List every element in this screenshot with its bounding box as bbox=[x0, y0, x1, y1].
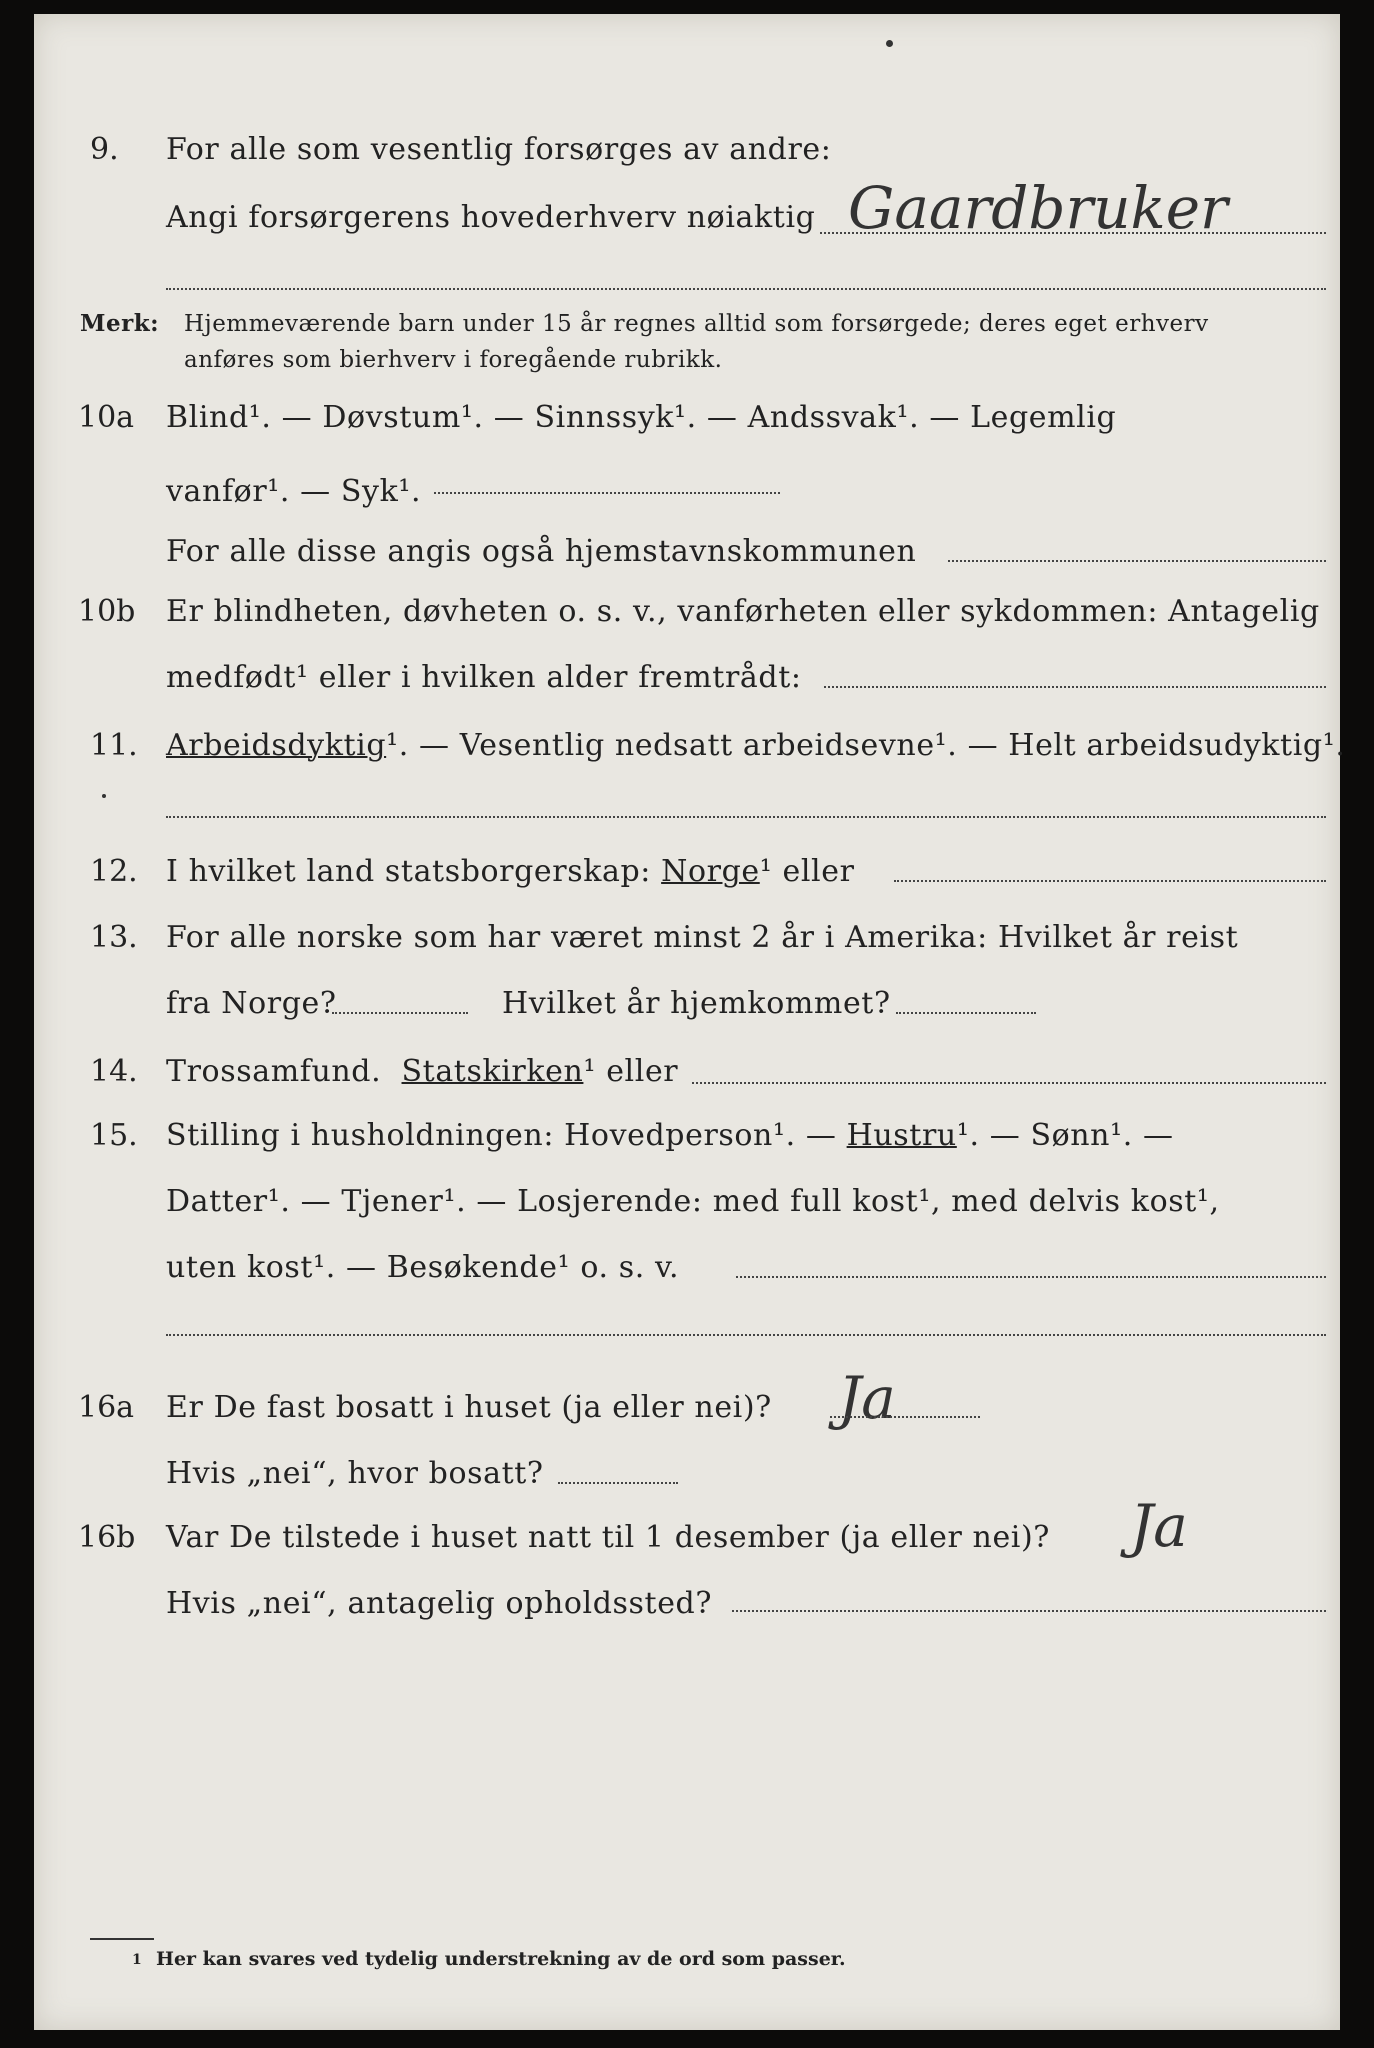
q13-hjemkommet: Hvilket år hjemkommet? bbox=[502, 986, 891, 1021]
q10a-line3: For alle disse angis også hjemstavnskommunen bbox=[166, 534, 917, 569]
q11-arbeidsdyktig-underlined: Arbeidsdyktig bbox=[166, 728, 387, 763]
footnote-mark: 1 bbox=[132, 1952, 142, 1968]
q16a-bosatt-line bbox=[558, 1482, 678, 1484]
q11-line bbox=[166, 728, 1345, 763]
footnote-text: Her kan svares ved tydelig understrekning av de ord som passer. bbox=[156, 1948, 846, 1970]
q10b-line2: medfødt¹ eller i hvilken alder fremtrådt: bbox=[166, 660, 802, 695]
q12-post: ¹ eller bbox=[759, 854, 855, 889]
merk-line2: anføres som bierhverv i foregående rubrikk. bbox=[184, 347, 723, 373]
q13-line1: For alle norske som har været minst 2 år i Amerika: Hvilket år reist bbox=[166, 920, 1239, 955]
q10a-number: 10a bbox=[78, 400, 135, 435]
q16a-line2: Hvis „nei“, hvor bosatt? bbox=[166, 1456, 544, 1491]
q10a-kommune-line bbox=[948, 560, 1326, 562]
q9-handwritten-answer: Gaardbruker bbox=[848, 174, 1228, 242]
q15-extra-line bbox=[166, 1334, 1326, 1336]
merk-label: Merk: bbox=[80, 310, 160, 337]
merk-line1: Hjemmeværende barn under 15 år regnes alltid som forsørgede; deres eget erhverv bbox=[184, 311, 1209, 337]
q14-number: 14. bbox=[90, 1054, 138, 1089]
q13-fra-norge: fra Norge? bbox=[166, 986, 337, 1021]
q15-hustru-underlined: Hustru bbox=[846, 1118, 957, 1153]
footnote-rule bbox=[90, 1938, 154, 1940]
q13-number: 13. bbox=[90, 920, 138, 955]
q9-number: 9. bbox=[90, 132, 119, 167]
q9-extra-line bbox=[166, 288, 1326, 290]
q13-hjemkommet-line bbox=[896, 1012, 1036, 1014]
q16b-line2: Hvis „nei“, antagelig opholdssted? bbox=[166, 1586, 713, 1621]
q11-extra-line bbox=[166, 816, 1326, 818]
q15-number: 15. bbox=[90, 1118, 138, 1153]
q10a-line2: vanfør¹. — Syk¹. bbox=[166, 474, 422, 509]
q16a-handwritten-answer: Ja bbox=[838, 1364, 896, 1432]
q9-answer-line bbox=[820, 232, 1326, 234]
q12-norge-underlined: Norge bbox=[661, 854, 760, 889]
ink-speck bbox=[102, 794, 106, 798]
q15-line1 bbox=[166, 1118, 1174, 1153]
q14-answer-line bbox=[692, 1082, 1326, 1084]
q16b-number: 16b bbox=[78, 1520, 136, 1555]
q10b-number: 10b bbox=[78, 594, 136, 629]
q14-pre: Trossamfund. bbox=[166, 1054, 382, 1089]
q14-line bbox=[166, 1054, 678, 1089]
q14-post: ¹ eller bbox=[583, 1054, 679, 1089]
q11-number: 11. bbox=[90, 728, 138, 763]
q15-line1-pre: Stilling i husholdningen: Hovedperson¹. — bbox=[166, 1118, 837, 1153]
q13-reist-line bbox=[332, 1012, 468, 1014]
q9-line2: Angi forsørgerens hovederhverv nøiaktig bbox=[166, 200, 816, 235]
q12-pre: I hvilket land statsborgerskap: bbox=[166, 854, 651, 889]
q12-number: 12. bbox=[90, 854, 138, 889]
q16a-line1: Er De fast bosatt i huset (ja eller nei)? bbox=[166, 1390, 772, 1425]
q14-statskirken-underlined: Statskirken bbox=[401, 1054, 584, 1089]
q15-line3: uten kost¹. — Besøkende¹ o. s. v. bbox=[166, 1250, 680, 1285]
q9-line1: For alle som vesentlig forsørges av andre: bbox=[166, 132, 832, 167]
q16b-handwritten-answer: Ja bbox=[1130, 1492, 1188, 1560]
q10a-line1: Blind¹. — Døvstum¹. — Sinnssyk¹. — Andssvak¹. — Legemlig bbox=[166, 400, 1117, 435]
q11-rest: ¹. — Vesentlig nedsatt arbeidsevne¹. — Helt arbeidsudyktig¹. bbox=[386, 728, 1346, 763]
q15-line2: Datter¹. — Tjener¹. — Losjerende: med full kost¹, med delvis kost¹, bbox=[166, 1184, 1220, 1219]
q10b-line1: Er blindheten, døvheten o. s. v., vanførheten eller sykdommen: Antagelig bbox=[166, 594, 1320, 629]
q16a-answer-line bbox=[830, 1416, 980, 1418]
q10a-syk-line bbox=[434, 492, 780, 494]
q15-answer-line bbox=[736, 1276, 1326, 1278]
q12-answer-line bbox=[894, 880, 1326, 882]
q16a-number: 16a bbox=[78, 1390, 135, 1425]
ink-speck bbox=[886, 40, 893, 47]
q10b-answer-line bbox=[824, 686, 1326, 688]
q16b-line1: Var De tilstede i huset natt til 1 desember (ja eller nei)? bbox=[166, 1520, 1050, 1555]
q12-line bbox=[166, 854, 855, 889]
census-form-page bbox=[34, 14, 1346, 2030]
q15-line1-post: ¹. — Sønn¹. — bbox=[956, 1118, 1174, 1153]
q16b-answer-line bbox=[732, 1610, 1326, 1612]
